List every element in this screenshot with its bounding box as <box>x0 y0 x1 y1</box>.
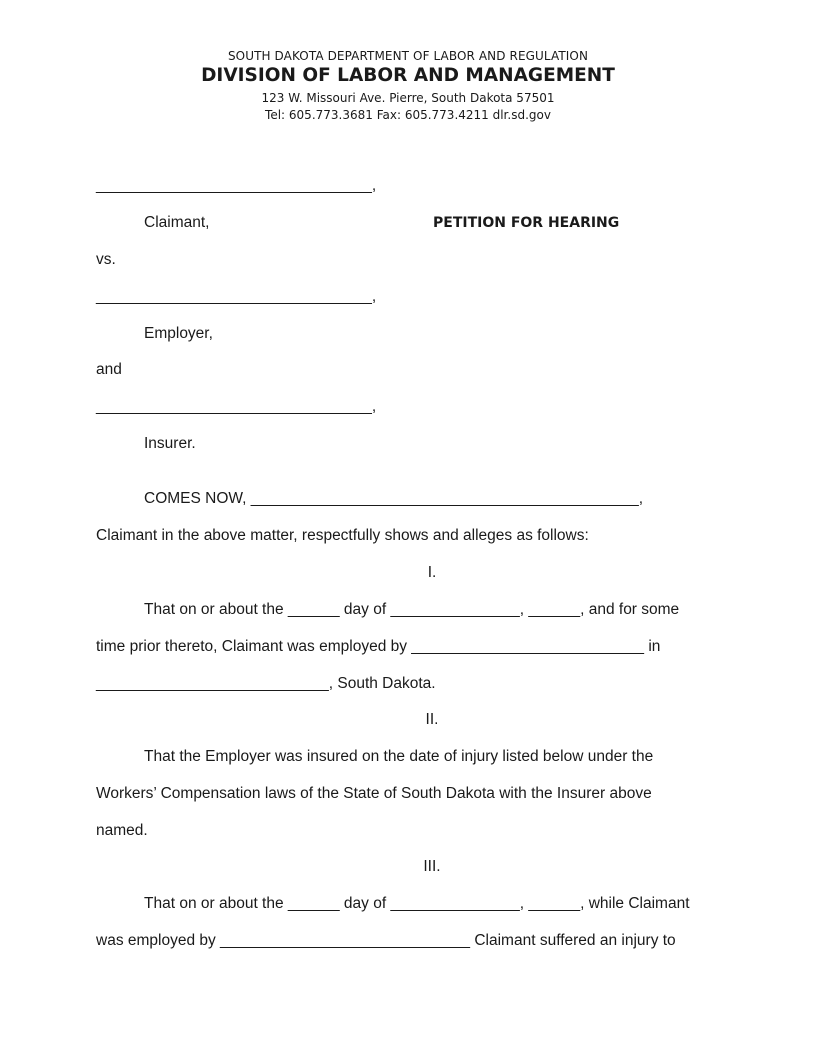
section3-line1[interactable]: That on or about the ______ day of _______________, ______, while Claimant <box>144 895 690 912</box>
section1-line2[interactable]: time prior thereto, Claimant was employed by ___________________________ in <box>96 638 661 655</box>
section2-line3: named. <box>96 822 148 839</box>
section1-line1[interactable]: That on or about the ______ day of _______________, ______, and for some <box>144 601 680 618</box>
claimant-label: Claimant, <box>144 214 210 231</box>
versus-label: vs. <box>96 251 116 268</box>
section3-line2[interactable]: was employed by _____________________________ Claimant suffered an injury to <box>96 932 676 949</box>
petition-title: PETITION FOR HEARING <box>433 215 620 231</box>
department-name: SOUTH DAKOTA DEPARTMENT OF LABOR AND REGULATION <box>227 49 589 63</box>
division-name: DIVISION OF LABOR AND MANAGEMENT <box>201 65 615 86</box>
division-contact: Tel: 605.773.3681 Fax: 605.773.4211 dlr.sd.gov <box>265 108 551 122</box>
and-label: and <box>96 361 122 378</box>
section2-line2: Workers’ Compensation laws of the State of South Dakota with the Insurer above <box>96 785 652 802</box>
employer-name-blank[interactable]: ________________________________, <box>96 288 377 305</box>
insurer-name-blank[interactable]: ________________________________, <box>96 398 377 415</box>
employer-label: Employer, <box>144 325 213 342</box>
section-numeral-3: III. <box>423 858 441 875</box>
section1-line3[interactable]: ___________________________, South Dakota. <box>96 675 436 692</box>
comes-now-line[interactable]: COMES NOW, _____________________________________________, <box>144 490 644 507</box>
section-numeral-1: I. <box>427 564 437 581</box>
section2-line1: That the Employer was insured on the date of injury listed below under the <box>144 748 654 765</box>
insurer-label: Insurer. <box>144 435 196 452</box>
division-address: 123 W. Missouri Ave. Pierre, South Dakota 57501 <box>261 91 555 105</box>
claimant-name-blank[interactable]: ________________________________, <box>96 177 377 194</box>
intro-line: Claimant in the above matter, respectfully shows and alleges as follows: <box>96 527 589 544</box>
section-numeral-2: II. <box>425 711 439 728</box>
